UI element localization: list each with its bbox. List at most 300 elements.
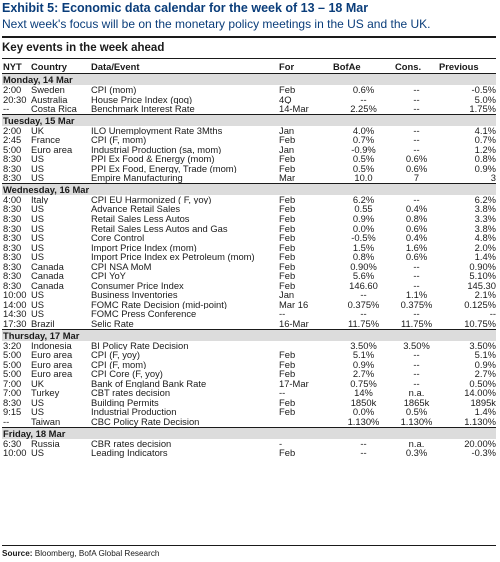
event-cell: CBC Policy Rate Decision bbox=[91, 416, 200, 427]
event-cell: CBR rates decision bbox=[91, 438, 172, 449]
country-cell: US bbox=[31, 252, 45, 262]
consensus-cell: -- bbox=[413, 261, 420, 272]
time-cell: 8:30 bbox=[3, 261, 22, 272]
event-cell: Building Permits bbox=[91, 397, 159, 408]
time-cell: 7:00 bbox=[3, 388, 22, 398]
country-cell: US bbox=[31, 233, 45, 243]
column-header-for: For bbox=[278, 60, 332, 74]
country-cell: Brazil bbox=[31, 319, 55, 330]
table-row bbox=[2, 407, 496, 417]
country-cell: Italy bbox=[31, 194, 49, 205]
previous-cell: 5.0% bbox=[474, 94, 496, 105]
table-row bbox=[2, 233, 496, 243]
country-cell: US bbox=[31, 448, 45, 458]
day-header-row bbox=[2, 329, 496, 341]
consensus-cell: -- bbox=[413, 271, 420, 281]
exhibit-title: Exhibit 5: Economic data calendar for the week of 13 – 18 Mar bbox=[2, 1, 369, 15]
table-row bbox=[2, 243, 496, 253]
previous-cell: 0.7% bbox=[474, 135, 496, 145]
consensus-cell: 0.6% bbox=[405, 154, 428, 164]
period-cell: Feb bbox=[279, 397, 296, 408]
table-row bbox=[2, 85, 496, 95]
event-cell: FOMC Rate Decision (mid-point) bbox=[91, 299, 227, 310]
consensus-cell: 11.75% bbox=[400, 319, 433, 330]
table-row bbox=[2, 350, 496, 360]
consensus-cell: n.a. bbox=[408, 388, 425, 398]
consensus-cell: -- bbox=[413, 194, 420, 205]
time-cell: 8:30 bbox=[3, 252, 22, 262]
time-cell: 6:30 bbox=[3, 438, 22, 449]
previous-cell: 4.1% bbox=[474, 125, 496, 136]
event-cell: Leading Indicators bbox=[91, 448, 168, 458]
consensus-cell: 1.130% bbox=[400, 416, 433, 427]
event-cell: Business Inventories bbox=[91, 290, 178, 300]
consensus-cell: 1865k bbox=[403, 397, 430, 408]
time-cell: 8:30 bbox=[3, 280, 22, 291]
event-cell: CPI (F, mom) bbox=[91, 359, 147, 370]
event-cell: CPI YoY bbox=[91, 271, 126, 281]
column-header-country: Country bbox=[30, 60, 90, 74]
period-cell: -- bbox=[279, 388, 286, 398]
table-row bbox=[2, 271, 496, 281]
event-cell: PPI Ex Food, Energy, Trade (mom) bbox=[91, 163, 237, 174]
country-cell: Euro area bbox=[31, 369, 73, 379]
event-cell: Consumer Price Index bbox=[91, 280, 184, 291]
country-cell: Euro area bbox=[31, 359, 73, 370]
event-cell: Retail Sales Less Autos bbox=[91, 214, 190, 224]
consensus-cell: 0.375% bbox=[400, 299, 433, 310]
previous-cell: 145.30 bbox=[467, 280, 496, 291]
bofae-cell: 3.50% bbox=[350, 340, 377, 351]
consensus-cell: -- bbox=[413, 378, 420, 389]
period-cell: Feb bbox=[279, 261, 296, 272]
previous-cell: 10.75% bbox=[464, 319, 496, 330]
table-row bbox=[2, 173, 496, 183]
country-cell: US bbox=[31, 407, 45, 417]
day-label: Thursday, 17 Mar bbox=[2, 329, 496, 341]
country-cell: France bbox=[31, 135, 61, 145]
period-cell: - bbox=[279, 438, 283, 449]
consensus-cell: 3.50% bbox=[403, 340, 430, 351]
time-cell: -- bbox=[3, 104, 10, 115]
table-row bbox=[2, 417, 496, 427]
event-cell: Import Price Index ex Petroleum (mom) bbox=[91, 252, 255, 262]
table-row bbox=[2, 300, 496, 310]
table-row bbox=[2, 104, 496, 114]
source-label: Source: bbox=[2, 549, 33, 558]
consensus-cell: -- bbox=[413, 135, 420, 145]
consensus-cell: -- bbox=[413, 350, 420, 360]
country-cell: Canada bbox=[31, 261, 64, 272]
period-cell: Jan bbox=[279, 125, 295, 136]
consensus-cell: 0.6% bbox=[405, 223, 428, 234]
time-cell: -- bbox=[3, 416, 10, 427]
previous-cell: -- bbox=[489, 309, 496, 320]
table-row bbox=[2, 281, 496, 291]
bofae-cell: 2.7% bbox=[352, 369, 375, 379]
time-cell: 17:30 bbox=[3, 319, 27, 330]
consensus-cell: 0.5% bbox=[405, 407, 428, 417]
event-cell: Core Control bbox=[91, 233, 145, 243]
consensus-cell: -- bbox=[413, 359, 420, 370]
period-cell: 4Q bbox=[279, 94, 292, 105]
event-cell: FOMC Press Conference bbox=[91, 309, 197, 320]
table-row bbox=[2, 135, 496, 145]
period-cell: -- bbox=[279, 309, 286, 320]
previous-cell: 4.8% bbox=[474, 233, 496, 243]
previous-cell: 0.8% bbox=[474, 154, 496, 164]
time-cell: 10:00 bbox=[3, 448, 27, 458]
country-cell: Turkey bbox=[31, 388, 60, 398]
source-text: Bloomberg, BofA Global Research bbox=[34, 549, 160, 558]
exhibit-subtitle: Next week's focus will be on the monetary policy meetings in the US and the UK. bbox=[2, 17, 431, 31]
day-header-row bbox=[2, 183, 496, 195]
previous-cell: -0.5% bbox=[471, 85, 496, 95]
event-cell: CPI EU Harmonized ( F, yoy) bbox=[91, 194, 212, 205]
previous-cell: 20.00% bbox=[464, 438, 496, 449]
time-cell: 2:00 bbox=[3, 85, 22, 95]
time-cell: 8:30 bbox=[3, 204, 22, 215]
time-cell: 8:30 bbox=[3, 397, 22, 408]
period-cell: Feb bbox=[279, 163, 296, 174]
table-header bbox=[2, 60, 496, 74]
bofae-cell: 4.0% bbox=[352, 125, 375, 136]
bofae-cell: 0.90% bbox=[350, 261, 377, 272]
consensus-cell: -- bbox=[413, 369, 420, 379]
table-row bbox=[2, 204, 496, 214]
period-cell: Feb bbox=[279, 154, 296, 164]
country-cell: US bbox=[31, 154, 45, 164]
table-row bbox=[2, 309, 496, 319]
country-cell: US bbox=[31, 163, 45, 174]
time-cell: 20:30 bbox=[3, 94, 27, 105]
previous-cell: 0.50% bbox=[469, 378, 496, 389]
period-cell: Feb bbox=[279, 252, 296, 262]
table-row bbox=[2, 195, 496, 205]
table-row bbox=[2, 379, 496, 389]
period-cell: Feb bbox=[279, 280, 296, 291]
country-cell: Russia bbox=[31, 438, 60, 449]
table-row bbox=[2, 360, 496, 370]
table-row bbox=[2, 448, 496, 458]
consensus-cell: 0.3% bbox=[405, 448, 428, 458]
table-row bbox=[2, 439, 496, 449]
bofae-cell: 0.0% bbox=[352, 407, 375, 417]
country-cell: Canada bbox=[31, 271, 64, 281]
time-cell: 3:20 bbox=[3, 340, 22, 351]
previous-cell: 0.125% bbox=[464, 299, 496, 310]
period-cell: Feb bbox=[279, 85, 296, 95]
bofae-cell: -- bbox=[360, 290, 367, 300]
period-cell: 17-Mar bbox=[279, 378, 309, 389]
consensus-cell: -- bbox=[413, 104, 420, 115]
bofae-cell: -0.9% bbox=[351, 144, 376, 155]
table-row bbox=[2, 224, 496, 234]
column-header-cons: Cons. bbox=[394, 60, 438, 74]
time-cell: 8:30 bbox=[3, 173, 22, 184]
event-cell: CBT rates decision bbox=[91, 388, 171, 398]
table-row bbox=[2, 214, 496, 224]
column-header-event: Data/Event bbox=[90, 60, 278, 74]
bofae-cell: 10.0 bbox=[354, 173, 373, 184]
previous-cell: 14.00% bbox=[464, 388, 496, 398]
table-row bbox=[2, 164, 496, 174]
previous-cell: 0.9% bbox=[474, 359, 496, 370]
bofae-cell: 1.130% bbox=[347, 416, 380, 427]
time-cell: 2:45 bbox=[3, 135, 22, 145]
event-cell: CPI Core (F, yoy) bbox=[91, 369, 163, 379]
source-note bbox=[2, 549, 159, 558]
country-cell: Euro area bbox=[31, 144, 73, 155]
time-cell: 9:15 bbox=[3, 407, 22, 417]
event-cell: BI Policy Rate Decision bbox=[91, 340, 189, 351]
bofae-cell: 0.9% bbox=[352, 214, 375, 224]
event-cell: CPI (mom) bbox=[91, 85, 137, 95]
event-cell: Advance Retail Sales bbox=[91, 204, 181, 215]
time-cell: 8:30 bbox=[3, 242, 22, 253]
period-cell bbox=[278, 341, 332, 351]
previous-cell: 2.7% bbox=[474, 369, 496, 379]
table-row bbox=[2, 341, 496, 351]
table-row bbox=[2, 369, 496, 379]
event-cell: Bank of England Bank Rate bbox=[91, 378, 207, 389]
country-cell: US bbox=[31, 173, 45, 184]
country-cell: Indonesia bbox=[31, 340, 72, 351]
period-cell: Jan bbox=[279, 144, 295, 155]
consensus-cell: 0.6% bbox=[405, 163, 428, 174]
bofae-cell: -- bbox=[360, 309, 367, 320]
event-cell: CPI (F, mom) bbox=[91, 135, 147, 145]
time-cell: 8:30 bbox=[3, 214, 22, 224]
previous-cell: 0.9% bbox=[474, 163, 496, 174]
table-row bbox=[2, 145, 496, 155]
time-cell: 7:00 bbox=[3, 378, 22, 389]
previous-cell: 1.4% bbox=[474, 252, 496, 262]
event-cell: Retail Sales Less Autos and Gas bbox=[91, 223, 228, 234]
table-row bbox=[2, 95, 496, 105]
previous-cell: 1.75% bbox=[469, 104, 496, 115]
table-row bbox=[2, 319, 496, 329]
bofae-cell: 0.7% bbox=[352, 135, 375, 145]
bofae-cell: 1.5% bbox=[352, 242, 375, 253]
bofae-cell: 5.1% bbox=[352, 350, 375, 360]
bofae-cell: 0.5% bbox=[352, 163, 375, 174]
time-cell: 14:30 bbox=[3, 309, 27, 320]
time-cell: 5:00 bbox=[3, 359, 22, 370]
consensus-cell: 0.8% bbox=[405, 214, 428, 224]
previous-cell: 3.8% bbox=[474, 223, 496, 234]
consensus-cell: -- bbox=[413, 280, 420, 291]
time-cell: 8:30 bbox=[3, 223, 22, 234]
consensus-cell: 0.4% bbox=[405, 204, 428, 215]
period-cell: Mar bbox=[279, 173, 296, 184]
country-cell: Costa Rica bbox=[31, 104, 77, 115]
period-cell: Feb bbox=[279, 407, 296, 417]
table-row bbox=[2, 398, 496, 408]
day-label: Friday, 18 Mar bbox=[2, 427, 496, 439]
bofae-cell: 1850k bbox=[350, 397, 377, 408]
time-cell: 10:00 bbox=[3, 290, 27, 300]
country-cell: US bbox=[31, 309, 45, 320]
period-cell: 14-Mar bbox=[279, 104, 309, 115]
consensus-cell: 7 bbox=[413, 173, 420, 184]
bofae-cell: -- bbox=[360, 94, 367, 105]
table-row bbox=[2, 126, 496, 136]
bofae-cell: 0.0% bbox=[352, 223, 375, 234]
table-row bbox=[2, 154, 496, 164]
country-cell: US bbox=[31, 242, 45, 253]
day-label: Monday, 14 Mar bbox=[2, 74, 496, 86]
previous-cell: 5.1% bbox=[474, 350, 496, 360]
period-cell bbox=[278, 417, 332, 427]
previous-cell: 1.2% bbox=[474, 144, 496, 155]
consensus-cell: 0.6% bbox=[405, 252, 428, 262]
day-header-row bbox=[2, 114, 496, 126]
column-header-bofae: BofAe bbox=[332, 60, 394, 74]
consensus-cell: -- bbox=[413, 85, 420, 95]
country-cell: Taiwan bbox=[31, 416, 61, 427]
country-cell: Australia bbox=[31, 94, 68, 105]
table-row bbox=[2, 290, 496, 300]
country-cell: US bbox=[31, 397, 45, 408]
previous-cell: 3.3% bbox=[474, 214, 496, 224]
bofae-cell: 6.2% bbox=[352, 194, 375, 205]
bofae-cell: 5.6% bbox=[352, 271, 375, 281]
event-cell: CPI (F, yoy) bbox=[91, 350, 140, 360]
period-cell: Jan bbox=[279, 290, 295, 300]
previous-cell: 1895k bbox=[470, 397, 496, 408]
bofae-cell: -- bbox=[360, 448, 367, 458]
bofae-cell: 2.25% bbox=[350, 104, 377, 115]
bofae-cell: 146.60 bbox=[349, 280, 378, 291]
period-cell: Feb bbox=[279, 369, 296, 379]
time-cell: 5:00 bbox=[3, 144, 22, 155]
event-cell: Empire Manufacturing bbox=[91, 173, 183, 184]
day-header-row bbox=[2, 427, 496, 439]
country-cell: Euro area bbox=[31, 350, 73, 360]
economic-calendar-table bbox=[2, 60, 496, 458]
previous-cell: 3.8% bbox=[474, 204, 496, 215]
previous-cell: 1.130% bbox=[464, 416, 496, 427]
bofae-cell: 14% bbox=[354, 388, 373, 398]
country-cell: UK bbox=[31, 125, 45, 136]
country-cell: Canada bbox=[31, 280, 64, 291]
previous-cell: 5.10% bbox=[469, 271, 496, 281]
previous-cell: 2.0% bbox=[474, 242, 496, 253]
bofae-cell: 11.75% bbox=[347, 319, 380, 330]
event-cell: Import Price Index (mom) bbox=[91, 242, 197, 253]
period-cell: Feb bbox=[279, 214, 296, 224]
consensus-cell: -- bbox=[413, 309, 420, 320]
event-cell: Selic Rate bbox=[91, 319, 134, 330]
country-cell: US bbox=[31, 223, 45, 234]
time-cell: 8:30 bbox=[3, 154, 22, 164]
table-row bbox=[2, 252, 496, 262]
previous-cell: 3 bbox=[490, 173, 496, 184]
time-cell: 14:00 bbox=[3, 299, 27, 310]
event-cell: CPI NSA MoM bbox=[91, 261, 152, 272]
consensus-cell: -- bbox=[413, 144, 420, 155]
day-label: Wednesday, 16 Mar bbox=[2, 183, 496, 195]
consensus-cell: -- bbox=[413, 125, 420, 136]
previous-cell: 1.4% bbox=[474, 407, 496, 417]
country-cell: US bbox=[31, 299, 45, 310]
bofae-cell: 0.55 bbox=[354, 204, 373, 215]
event-cell: PPI Ex Food & Energy (mom) bbox=[91, 154, 215, 164]
country-cell: US bbox=[31, 290, 45, 300]
period-cell: Feb bbox=[279, 350, 296, 360]
table-row bbox=[2, 388, 496, 398]
previous-cell: 2.1% bbox=[474, 290, 496, 300]
section-divider bbox=[2, 58, 496, 59]
consensus-cell: 0.4% bbox=[405, 233, 428, 243]
bofae-cell: -0.5% bbox=[351, 233, 376, 243]
time-cell: 4:00 bbox=[3, 194, 22, 205]
period-cell: Feb bbox=[279, 448, 296, 458]
country-cell: US bbox=[31, 204, 45, 215]
title-divider bbox=[2, 36, 496, 38]
time-cell: 5:00 bbox=[3, 350, 22, 360]
day-label: Tuesday, 15 Mar bbox=[2, 114, 496, 126]
country-cell: US bbox=[31, 214, 45, 224]
column-header-previous: Previous bbox=[438, 60, 496, 74]
country-cell: Sweden bbox=[31, 85, 65, 95]
period-cell: Feb bbox=[279, 223, 296, 234]
event-cell: Benchmark Interest Rate bbox=[91, 104, 195, 115]
period-cell: Feb bbox=[279, 271, 296, 281]
event-cell: Industrial Production (sa, mom) bbox=[91, 144, 222, 155]
consensus-cell: -- bbox=[413, 94, 420, 105]
time-cell: 5:00 bbox=[3, 369, 22, 379]
bofae-cell: 0.375% bbox=[347, 299, 380, 310]
table-body bbox=[2, 74, 496, 458]
time-cell: 2:00 bbox=[3, 125, 22, 136]
event-cell: Industrial Production bbox=[91, 407, 177, 417]
consensus-cell: 1.1% bbox=[405, 290, 428, 300]
previous-cell: 3.50% bbox=[469, 340, 496, 351]
previous-cell: -0.3% bbox=[471, 448, 496, 458]
table-row bbox=[2, 262, 496, 272]
table-bottom-rule bbox=[2, 545, 496, 546]
bofae-cell: 0.6% bbox=[352, 85, 375, 95]
column-header-nyt: NYT bbox=[2, 60, 30, 74]
previous-cell: 6.2% bbox=[474, 194, 496, 205]
day-header-row bbox=[2, 74, 496, 86]
period-cell: Feb bbox=[279, 233, 296, 243]
bofae-cell: 0.8% bbox=[352, 252, 375, 262]
bofae-cell: 0.9% bbox=[352, 359, 375, 370]
period-cell: Mar 16 bbox=[279, 299, 309, 310]
time-cell: 8:30 bbox=[3, 163, 22, 174]
period-cell: Feb bbox=[279, 204, 296, 215]
country-cell: UK bbox=[31, 378, 45, 389]
event-cell: House Price Index (qoq) bbox=[91, 94, 193, 105]
period-cell: Feb bbox=[279, 359, 296, 370]
period-cell: Feb bbox=[279, 194, 296, 205]
period-cell: Feb bbox=[279, 135, 296, 145]
period-cell: 16-Mar bbox=[279, 319, 309, 330]
section-title: Key events in the week ahead bbox=[2, 42, 165, 54]
consensus-cell: 1.6% bbox=[405, 242, 428, 253]
bofae-cell: 0.5% bbox=[352, 154, 375, 164]
period-cell: Feb bbox=[279, 242, 296, 253]
event-cell: ILO Unemployment Rate 3Mths bbox=[91, 125, 223, 136]
bofae-cell: 0.75% bbox=[350, 378, 377, 389]
consensus-cell: n.a. bbox=[408, 438, 425, 449]
previous-cell: 0.90% bbox=[469, 261, 496, 272]
time-cell: 8:30 bbox=[3, 271, 22, 281]
time-cell: 8:30 bbox=[3, 233, 22, 243]
